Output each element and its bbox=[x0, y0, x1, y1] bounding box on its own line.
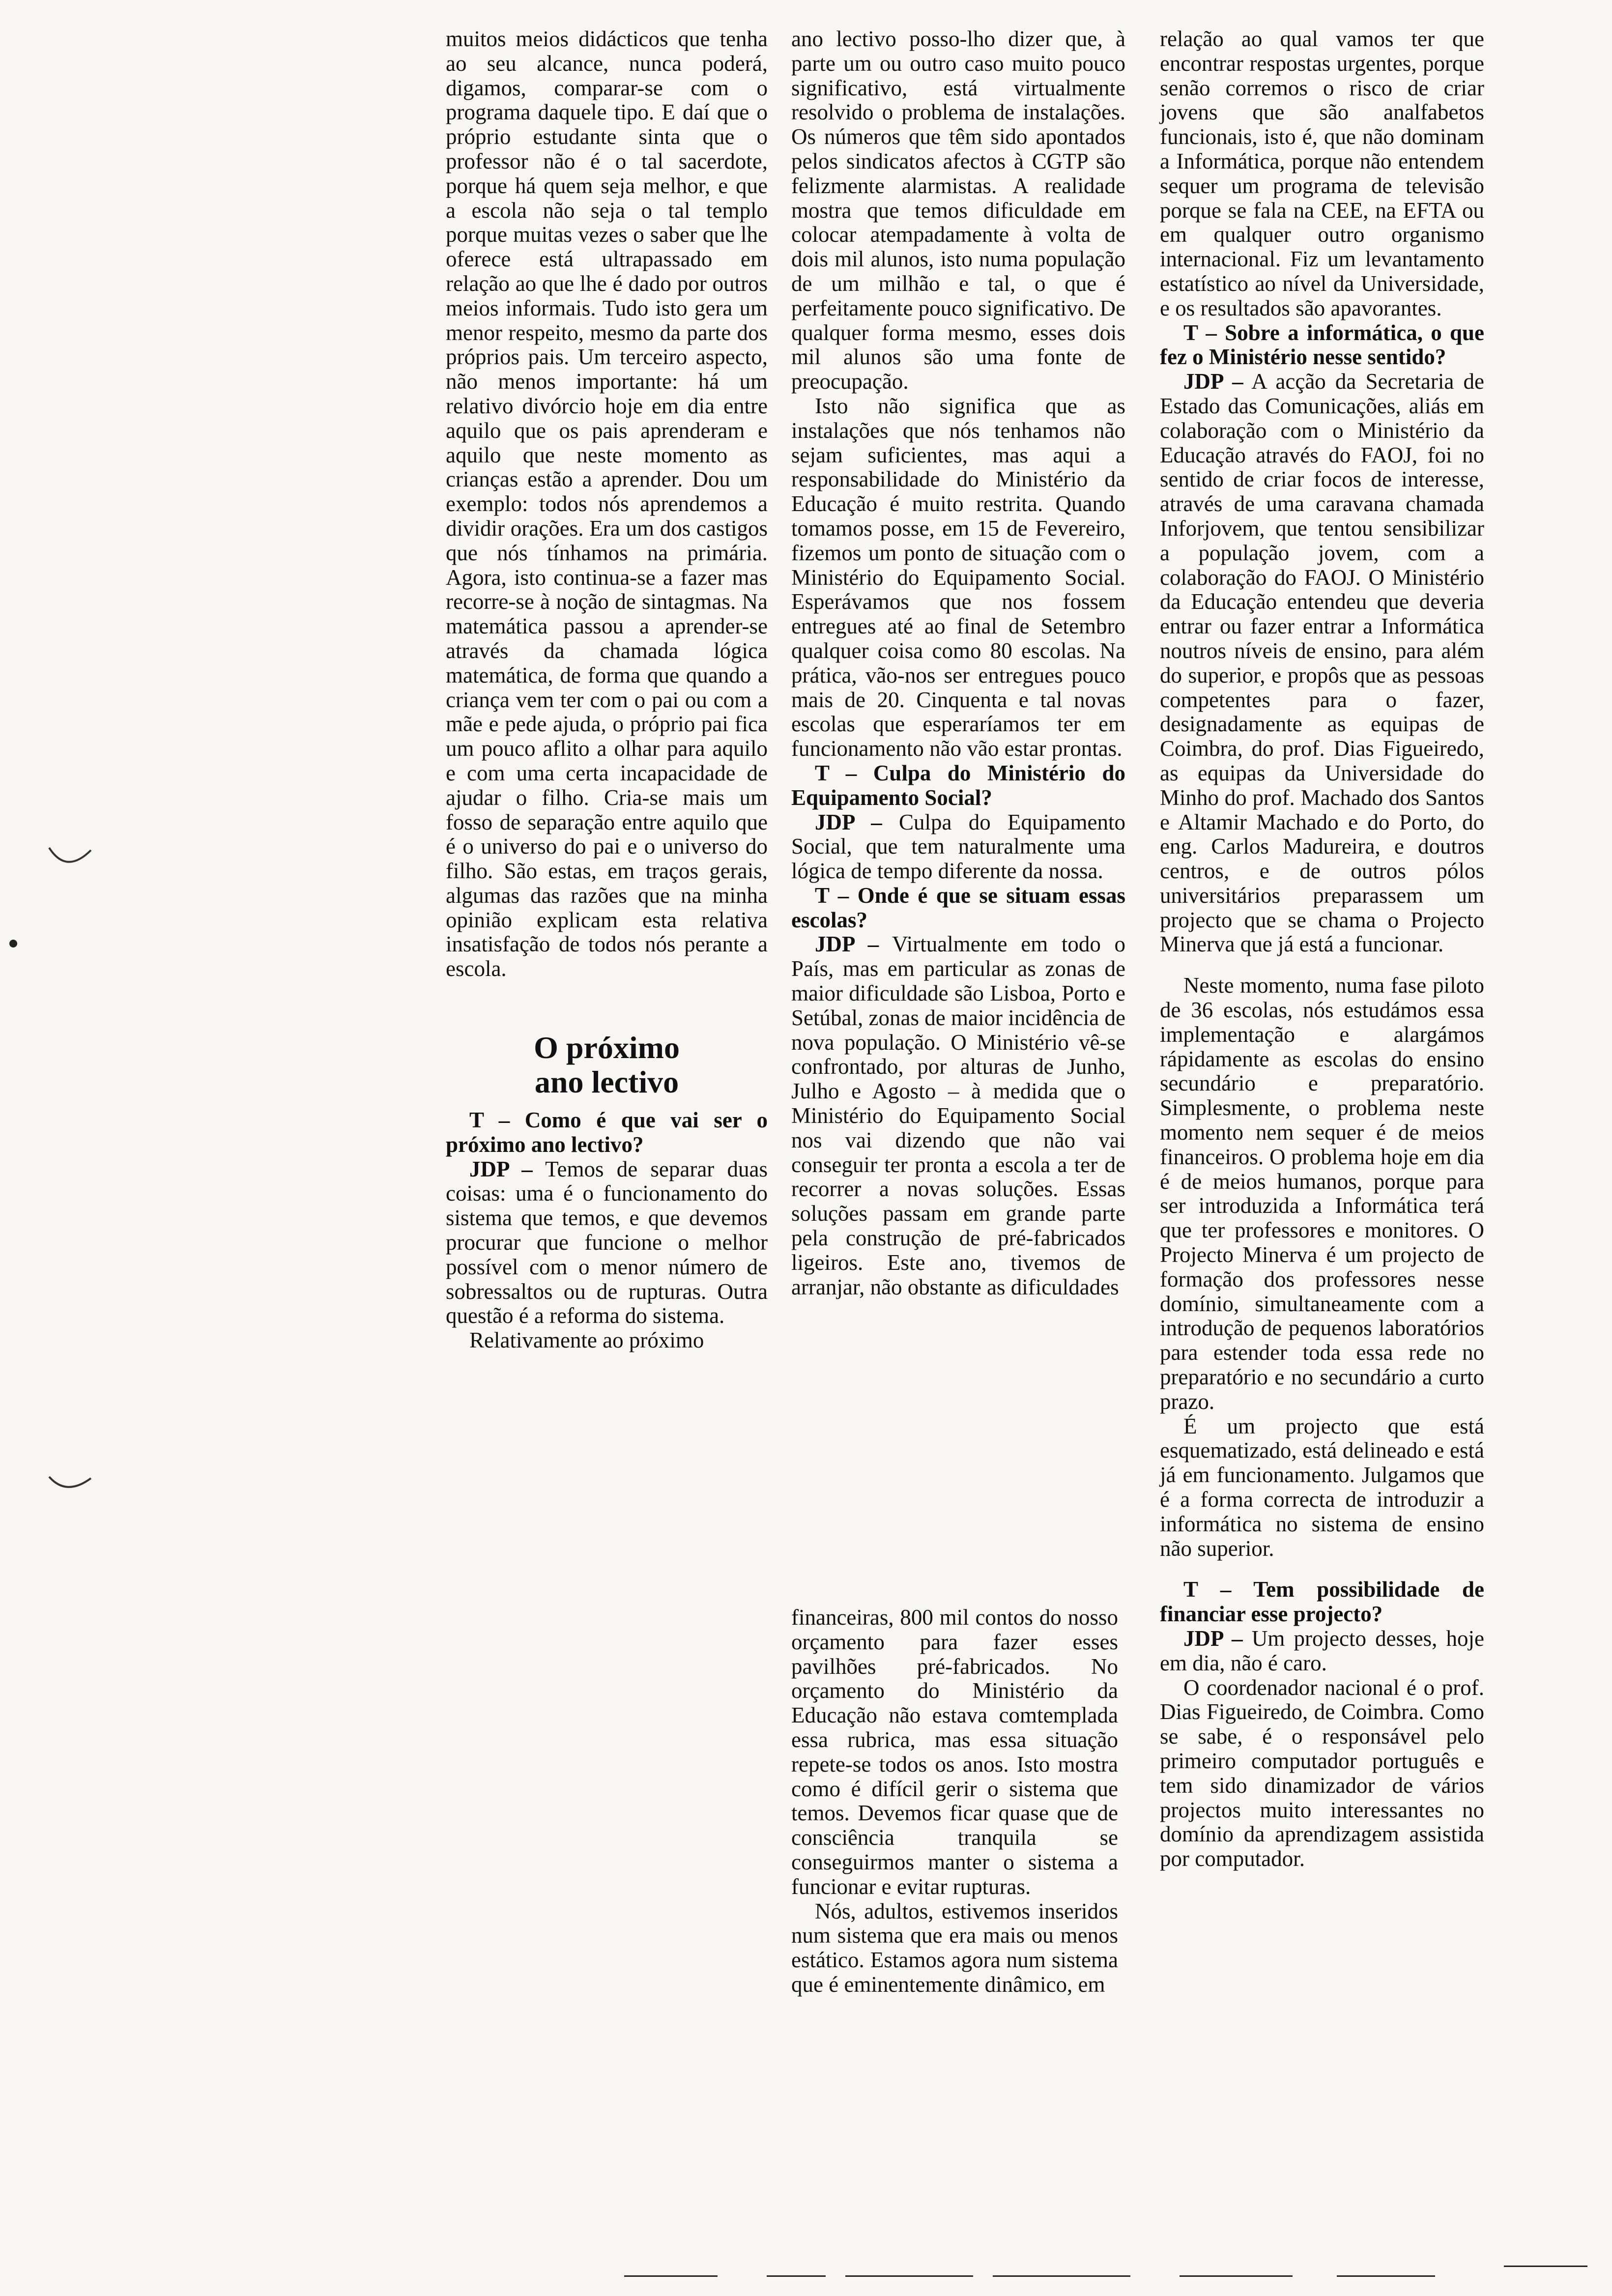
subheading-line-2: ano lectivo bbox=[534, 1064, 679, 1100]
col3-paragraph-1: relação ao qual vamos ter que encontrar respostas urgentes, porque senão corremos o risco de criar jovens que são analfabetos funcionais, isto é, que não dominam a Informática, porque não entendem sequer um programa de televisão porque se fala na CEE, na EFTA ou em qualquer outro organismo internacional. Fiz um levantamento estatístico ao nível da Universidade, e os resultados são apavorantes. bbox=[1160, 27, 1484, 320]
col3-paragraph-4: O coordenador nacional é o prof. Dias Figueiredo, de Coimbra. Como se sabe, é o responsável pelo primeiro computador português e tem sido dinamizador de vários projectos muito interessantes no domínio da aprendizagem assistida por computador. bbox=[1160, 1675, 1484, 1871]
col2-answer-1 bbox=[791, 810, 1125, 884]
answer-lead: JDP – bbox=[1183, 369, 1243, 394]
col1-answer-1 bbox=[446, 1157, 768, 1329]
scan-artifact-rule bbox=[767, 2275, 826, 2277]
col1-question-1: T – Como é que vai ser o próximo ano lectivo? bbox=[446, 1108, 768, 1157]
col2-paragraph-1: ano lectivo posso-lho dizer que, à parte um ou outro caso muito pouco significativo, está virtualmente resolvido o problema de instalações. Os números que têm sido apontados pelos sindicatos afectos à CGTP são felizmente alarmistas. A realidade mostra que temos dificuldade em colocar atempadamente à volta de dois mil alunos, isto numa população de um milhão e tal, o que é perfeitamente pouco significativo. De qualquer forma mesmo, esses dois mil alunos são uma fonte de preocupação. bbox=[791, 27, 1125, 394]
scan-artifact-mark bbox=[44, 1469, 98, 1499]
answer-text: Temos de separar duas coisas: uma é o funcionamento do sistema que temos, e que devemos procurar que funcione o melhor possível com o menor número de sobressaltos ou de rupturas. Outra questão é a reforma do sistema. bbox=[446, 1156, 768, 1328]
column-3 bbox=[1160, 27, 1484, 1871]
column-2-continued bbox=[791, 1606, 1118, 1997]
scan-artifact-rule bbox=[624, 2275, 718, 2277]
scan-artifact-dot bbox=[6, 936, 21, 951]
scan-artifact-rule bbox=[1180, 2275, 1293, 2277]
subheading-line-1: O próximo bbox=[534, 1030, 680, 1065]
answer-lead: JDP – bbox=[1183, 1626, 1243, 1651]
col1-paragraph-last: Relativamente ao próximo bbox=[469, 1328, 704, 1353]
col3-paragraph-3: É um projecto que está esquematizado, está delineado e está já em funcionamento. Julgamos que é a forma correcta de introduzir a informática no sistema de ensino não superior. bbox=[1160, 1413, 1484, 1561]
col3-paragraph-2: Neste momento, numa fase piloto de 36 escolas, nós estudámos essa implementação e alargámos rápidamente as escolas do ensino secundário e preparatório. Simplesmente, o problema neste momento nem sequer é de meios financeiros. O problema hoje em dia é de meios humanos, porque para ser introduzida a Informática terá que ter professores e monitores. O Projecto Minerva é um projecto de formação dos professores nesse domínio, simultaneamente com a introdução de pequenos laboratórios para estender toda essa rede no preparatório e no secundário a curto prazo. bbox=[1160, 973, 1484, 1414]
column-1 bbox=[446, 27, 768, 1353]
col2-question-2: T – Onde é que se situam essas escolas? bbox=[791, 883, 1125, 932]
col2-question-1: T – Culpa do Ministério do Equipamento Social? bbox=[791, 760, 1125, 810]
scan-artifact-rule bbox=[1504, 2266, 1587, 2267]
col2-answer-2 bbox=[791, 932, 1125, 1299]
col2-paragraph-4: Nós, adultos, estivemos inseridos num sistema que era mais ou menos estático. Estamos agora num sistema que é eminentemente dinâmico, em bbox=[791, 1898, 1118, 1997]
col3-answer-2 bbox=[1160, 1627, 1484, 1676]
col2-paragraph-2: Isto não significa que as instalações que nós tenhamos não sejam suficientes, mas aqui a responsabilidade do Ministério da Educação é muito restrita. Quando tomamos posse, em 15 de Fevereiro, fizemos um ponto de situação com o Ministério do Equipamento Social. Esperávamos que nos fossem entregues até ao final de Setembro qualquer coisa como 80 escolas. Na prática, vão-nos ser entregues pouco mais de 20. Cinquenta e tal novas escolas que esperaríamos ter em funcionamento não vão estar prontas. bbox=[791, 393, 1125, 761]
answer-text: Um projecto desses, hoje em dia, não é caro. bbox=[1160, 1626, 1484, 1675]
scan-artifact-rule bbox=[993, 2275, 1130, 2277]
col2-paragraph-3: financeiras, 800 mil contos do nosso orçamento para fazer esses pavilhões pré-fabricados. No orçamento do Ministério da Educação não estava comtemplada essa rubrica, mas essa situação repete-se todos os anos. Isto mostra como é difícil gerir o sistema que temos. Devemos ficar quase que de consciência tranquila se conseguirmos manter o sistema a funcionar e evitar rupturas. bbox=[791, 1605, 1118, 1899]
answer-lead: JDP – bbox=[815, 809, 882, 834]
col3-answer-1 bbox=[1160, 370, 1484, 957]
answer-lead: JDP – bbox=[469, 1156, 533, 1181]
answer-text: Virtualmente em todo o País, mas em particular as zonas de maior dificuldade são Lisboa, Porto e Setúbal, zonas de maior incidência de nova população. O Ministério vê-se confrontado, por alturas de Junho, Julho e Agosto – à medida que o Ministério do Equipamento Social nos vai dizendo que não vai conseguir ter pronta a escola a ter de recorrer a novas soluções. Essas soluções passam em grande parte pela construção de pré-fabricados ligeiros. Este ano, tivemos de arranjar, não obstante as dificuldades bbox=[791, 932, 1125, 1299]
answer-lead: JDP – bbox=[815, 932, 879, 957]
scan-artifact-rule bbox=[845, 2275, 973, 2277]
scan-artifact-rule bbox=[1337, 2275, 1435, 2277]
answer-text: Culpa do Equipamento Social, que tem naturalmente uma lógica de tempo diferente da nossa. bbox=[791, 809, 1125, 884]
col1-paragraph-1: muitos meios didácticos que tenha ao seu alcance, nunca poderá, digamos, comparar-se com o programa daquele tipo. E daí que o próprio estudante sinta que o professor não é o tal sacerdote, porque há quem seja melhor, e que a escola não seja o tal templo porque muitas vezes o saber que lhe oferece está ultrapassado em relação ao que lhe é dado por outros meios informais. Tudo isto gera um menor respeito, mesmo da parte dos próprios pais. Um terceiro aspecto, não menos importante: há um relativo divórcio hoje em dia entre aquilo que os pais aprenderam e aquilo que neste momento as crianças estão a aprender. Dou um exemplo: todos nós aprendemos a dividir orações. Era um dos castigos que nós tínhamos na primária. Agora, isto continua-se a fazer mas recorre-se à noção de sintagmas. Na matemática passou a aprender-se através da chamada lógica matemática, de forma que quando a criança vem ter com o pai ou com a mãe e pede ajuda, o próprio pai fica um pouco aflito a olhar para aquilo e com uma certa incapacidade de ajudar o filho. Cria-se mais um fosso de separação entre aquilo que é o universo do pai e o universo do filho. São estas, em traços gerais, algumas das razões que na minha opinião explicam esta relativa insatisfação de todos nós perante a escola. bbox=[446, 27, 768, 981]
section-subheading bbox=[446, 1031, 768, 1099]
column-2 bbox=[791, 27, 1125, 1299]
col3-question-1: T – Sobre a informática, o que fez o Ministério nesse sentido? bbox=[1160, 320, 1484, 370]
answer-text: A acção da Secretaria de Estado das Comunicações, aliás em colaboração com o Ministério da Educação através do FAOJ, foi no sentido de criar focos de interesse, através de uma caravana chamada Inforjovem, que tentou sensibilizar a população jovem, com a colaboração do FAOJ. O Ministério da Educação entendeu que deveria entrar ou fazer entrar a Informática noutros níveis de ensino, para além do superior, e propôs que as pessoas competentes para o fazer, designadamente as equipas de Coimbra, do prof. Dias Figueiredo, as equipas da Universidade do Minho do prof. Machado dos Santos e Altamir Machado e do Porto, do eng. Carlos Madureira, e doutros centros, e de outros pólos universitários preparassem um projecto que se chama o Projecto Minerva que já está a funcionar. bbox=[1160, 369, 1484, 957]
col3-question-2: T – Tem possibilidade de financiar esse projecto? bbox=[1160, 1577, 1484, 1627]
scan-artifact-mark bbox=[44, 840, 98, 875]
